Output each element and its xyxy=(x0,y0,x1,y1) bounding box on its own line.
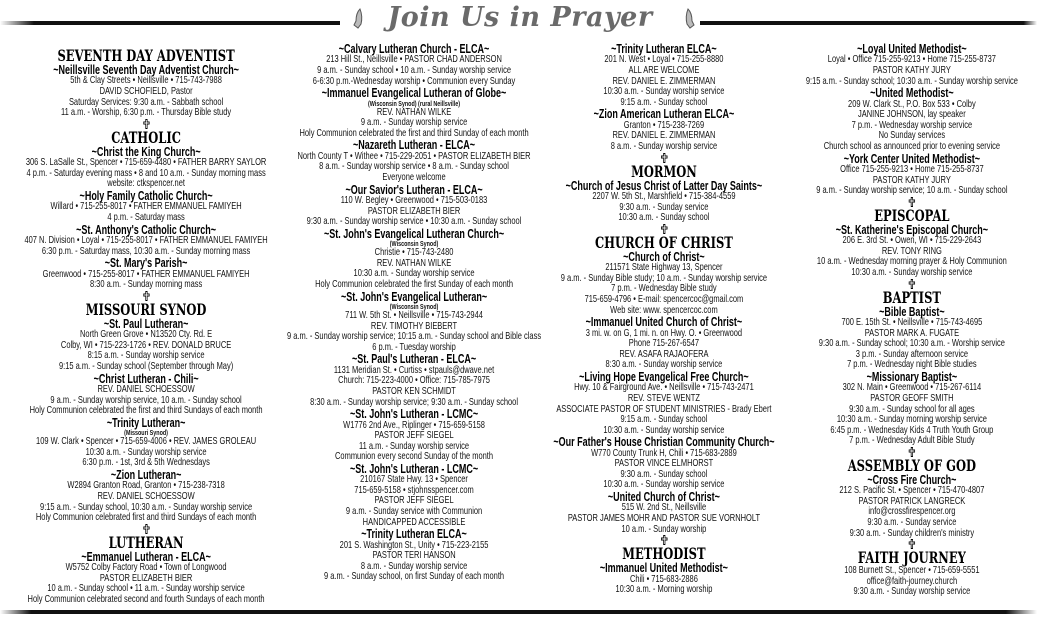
listing-line: 9 a.m. - Sunday worship service xyxy=(360,117,468,129)
listing-line: 10:30 a.m. - Sunday worship service xyxy=(603,86,725,98)
listing-line: 2207 W. 5th St., Marshfield • 715-384-4559 xyxy=(592,190,736,202)
listing-line: Granton • 715-238-7269 xyxy=(623,119,705,131)
header-rule-right xyxy=(700,21,1037,25)
listing-line: 4 p.m. - Saturday mass xyxy=(107,211,185,223)
listing-line: Greenwood • 715-255-8017 • FATHER EMMANUEL FAMIYEH xyxy=(42,268,250,280)
listing-line: Chili • 715-683-2886 xyxy=(629,573,698,585)
listing-line: ALL ARE WELCOME xyxy=(628,65,700,76)
church-name: ~St. John's Evangelical Lutheran~ xyxy=(340,289,488,304)
listing-line: REV. NATHAN WILKE xyxy=(376,257,452,269)
church-name: ~St. Paul Lutheran~ xyxy=(103,316,189,331)
listing-line: PASTOR MARK A. FUGATE xyxy=(864,327,960,339)
church-name: ~Neillsville Seventh Day Adventist Church~ xyxy=(53,63,239,77)
listing-line: REV. DANIEL SCHOESSOW xyxy=(97,490,195,502)
listing-line: PASTOR TERI HANSON xyxy=(372,550,456,562)
listing-line: 10:30 a.m. - Morning worship xyxy=(615,584,713,596)
listing-line: HANDICAPPED ACCESSIBLE xyxy=(362,516,466,528)
denomination-heading: EPISCOPAL xyxy=(874,205,950,225)
listing-line: 8:15 a.m. - Sunday worship service xyxy=(87,350,205,362)
church-name: ~Christ Lutheran - Chili~ xyxy=(93,371,199,386)
listing-line: website: ctkspencer.net xyxy=(107,178,185,190)
church-name: ~Our Father's House Christian Community Church~ xyxy=(553,435,775,450)
listing-line: 109 W. Clark • Spencer • 715-659-4006 • REV. JAMES GROLEAU xyxy=(36,436,257,448)
page-title: Join Us in Prayer xyxy=(387,2,653,33)
church-name: ~St. Mary's Parish~ xyxy=(104,256,188,271)
church-name: ~Nazareth Lutheran - ELCA~ xyxy=(353,138,476,153)
church-name: ~Church of Christ~ xyxy=(623,249,705,264)
church-name: ~Church of Jesus Christ of Latter Day Saints~ xyxy=(565,178,763,193)
praying-hands-icon xyxy=(352,7,368,29)
listing-line: 8 a.m. - Sunday worship service • 8 a.m. - Sunday school xyxy=(319,161,509,173)
listing-line: Phone 715-267-6547 xyxy=(628,338,700,350)
directory-column-3 xyxy=(548,43,780,596)
listing-line: 9:30 a.m. - Sunday children's ministry xyxy=(849,527,975,539)
listing-line: 209 W. Clark St., P.O. Box 533 • Colby xyxy=(848,98,976,110)
church-name: ~Emmanuel Lutheran - ELCA~ xyxy=(81,549,211,564)
listing-line: 515 W. 2nd St., Neillsville xyxy=(621,502,707,514)
listing-line: REV. TONY RING xyxy=(881,245,942,257)
listing-line: 8 a.m. - Sunday worship service xyxy=(360,560,468,572)
listing-line: 1131 Meridian St. • Curtiss • stpauls@dwave.net xyxy=(333,364,495,376)
listing-line: 6:30 p.m. - 1st, 3rd & 5th Wednesdays xyxy=(82,457,210,469)
listing-line: 10:30 a.m. - Sunday worship service xyxy=(603,479,725,491)
listing-line: 715-659-4796 • E-mail: spencercoc@gmail.com xyxy=(584,293,744,305)
listing-line: 10:30 a.m. - Sunday worship service xyxy=(603,424,725,436)
listing-line: W1776 2nd Ave., Riplinger • 715-659-5158 xyxy=(343,419,485,431)
listing-line: Church: 715-223-4000 • Office: 715-785-7975 xyxy=(338,375,490,387)
church-name: ~Missionary Baptist~ xyxy=(866,369,958,384)
listing-line: 407 N. Division • Loyal • 715-255-8017 • FATHER EMMANUEL FAMIYEH xyxy=(24,234,268,246)
listing-line: 9:30 a.m. - Sunday school; 10:30 a.m. - Worship service xyxy=(818,338,1005,350)
listing-line: 10:30 a.m. - Sunday worship service xyxy=(851,266,973,278)
church-name: ~Loyal United Methodist~ xyxy=(857,42,967,56)
church-name: ~Immanuel United Church of Christ~ xyxy=(585,315,743,330)
directory-column-1 xyxy=(10,47,282,605)
listing-line: 7 p.m. - Wednesday worship service xyxy=(851,119,973,131)
listing-line: PASTOR KATHY JURY xyxy=(872,174,951,186)
listing-line: REV. DANIEL E. ZIMMERMAN xyxy=(612,75,716,87)
listing-line: 9:30 a.m. - Sunday school for all ages xyxy=(849,403,975,415)
church-name: ~St. John's Lutheran - LCMC~ xyxy=(349,407,479,422)
listing-line: 10 a.m. - Wednesday morning prayer & Holy Communion xyxy=(816,256,1007,268)
church-name: ~Trinity Lutheran ELCA~ xyxy=(361,527,467,542)
listing-line: ASSOCIATE PASTOR OF STUDENT MINISTRIES - Brady Ebert xyxy=(556,403,772,415)
listing-line: 9:30 a.m. - Sunday service xyxy=(619,201,709,213)
listing-line: 7 p.m. - Wednesday Bible study xyxy=(611,283,717,295)
church-name: ~Zion American Lutheran ELCA~ xyxy=(593,107,735,122)
denomination-heading: BAPTIST xyxy=(882,287,941,307)
listing-line: 10:30 a.m. - Sunday morning worship service xyxy=(836,414,987,426)
listing-line: REV. TIMOTHY BIEBERT xyxy=(370,320,458,332)
listing-line: 7 p.m. - Wednesday Adult Bible Study xyxy=(849,435,975,447)
listing-line: 11 a.m. - Worship, 6:30 p.m. - Thursday Bible study xyxy=(61,107,232,119)
listing-line: 206 E. 3rd St. • Owen, WI • 715-229-2643 xyxy=(842,235,982,247)
listing-line: Hwy. 10 & Fairground Ave. • Neillsville • 715-743-2471 xyxy=(574,382,754,394)
listing-line: 9 a.m. - Sunday worship service, 10 a.m. - Sunday school xyxy=(50,394,242,406)
listing-line: 9 a.m. - Sunday worship service; 10 a.m. - Sunday school xyxy=(816,185,1008,197)
listing-line: PASTOR GEOFF SMITH xyxy=(870,392,954,404)
listing-line: Saturday Services: 9:30 a.m. - Sabbath school xyxy=(68,96,224,108)
listing-line: 306 S. LaSalle St., Spencer • 715-659-4480 • FATHER BARRY SAYLOR xyxy=(25,157,267,169)
denomination-heading: MORMON xyxy=(631,161,697,181)
listing-line: 213 Hill St., Neillsville • PASTOR CHAD ANDERSON xyxy=(326,54,502,66)
listing-line: 201 N. West • Loyal • 715-255-8880 xyxy=(604,54,724,66)
listing-line: 4 p.m. - Saturday evening mass • 8 and 10 a.m. - Sunday morning mass xyxy=(26,167,266,179)
listing-line: REV. STEVE WENTZ xyxy=(627,392,700,404)
listing-line: North Green Grove • N13520 Cty. Rd. E xyxy=(79,329,213,341)
listing-line: 302 N. Main • Greenwood • 715-267-6114 xyxy=(842,382,982,394)
listing-line: REV. NATHAN WILKE xyxy=(376,106,452,118)
denomination-heading: CHURCH OF CHRIST xyxy=(594,232,733,252)
listing-line: Colby, WI • 715-223-1726 • REV. DONALD BRUCE xyxy=(60,339,232,351)
listing-line: Loyal • Office 715-255-9213 • Home 715-255-8737 xyxy=(827,54,996,66)
listing-line: Christie • 715-743-2480 xyxy=(374,247,454,259)
listing-line: PASTOR ELIZABETH BIER xyxy=(99,572,193,584)
listing-line: 8 a.m. - Sunday worship service xyxy=(610,140,718,152)
listing-line: Holy Communion celebrated the first and third Sundays of each month xyxy=(29,405,263,417)
church-name: ~York Center United Methodist~ xyxy=(843,151,981,166)
praying-hands-icon xyxy=(680,7,696,29)
listing-line: 10 a.m. - Sunday worship xyxy=(621,523,707,535)
listing-line: 711 W. 5th St. • Neillsville • 715-743-2944 xyxy=(345,309,483,321)
listing-line: 9:30 a.m. - Sunday service xyxy=(867,517,957,529)
directory-column-4 xyxy=(792,43,1032,598)
listing-line: 212 S. Pacific St. • Spencer • 715-470-4807 xyxy=(839,485,985,497)
listing-line: Web site: www. spencercoc.com xyxy=(610,304,718,316)
listing-line: 10 a.m. - Sunday school • 11 a.m. - Sunday worship service xyxy=(47,583,245,595)
listing-line: 9:30 a.m. - Sunday school xyxy=(620,468,708,480)
listing-line: 8:30 a.m. - Sunday morning mass xyxy=(89,279,203,291)
listing-line: 9 a.m. - Sunday worship service; 10:15 a.m. - Sunday school and Bible class xyxy=(286,331,542,343)
listing-line: 9 a.m. - Sunday school, on first Sunday of each month xyxy=(324,571,505,583)
listing-line: 9 a.m. - Sunday service with Communion xyxy=(345,506,483,518)
listing-line: Everyone welcome xyxy=(382,171,446,183)
denomination-heading: SEVENTH DAY ADVENTIST xyxy=(57,46,235,65)
listing-line: REV. ASAFA RAJAOFERA xyxy=(619,348,709,360)
listing-line: Holy Communion celebrated second and fourth Sundays of each month xyxy=(27,593,265,605)
listing-line: 700 E. 15th St. • Neillsville • 715-743-4695 xyxy=(841,316,983,328)
listing-line: Holy Communion celebrated the first and third Sunday of each month xyxy=(299,127,529,139)
listing-line: PASTOR ELIZABETH BIER xyxy=(367,205,461,217)
listing-line: 201 S. Washington St., Unity • 715-223-2155 xyxy=(339,539,489,551)
listing-line: 9:15 a.m. - Sunday school xyxy=(620,414,708,426)
listing-line: 10:30 a.m. - Sunday worship service xyxy=(353,268,475,280)
church-name: ~St. John's Lutheran - LCMC~ xyxy=(349,461,479,476)
church-name: ~United Methodist~ xyxy=(870,86,954,101)
listing-line: 9 a.m. - Sunday school • 10 a.m. - Sunday worship service xyxy=(317,65,511,76)
listing-line: Holy Communion celebrated the first Sunday of each month xyxy=(315,278,514,290)
listing-line: info@crossfirespencer.org xyxy=(868,506,956,518)
listing-line: 7 p.m. - Wednesday night Bible studies xyxy=(847,359,977,371)
church-name: ~Cross Fire Church~ xyxy=(867,472,957,487)
listing-line: 9:15 a.m. - Sunday school, 10:30 a.m. - Sunday worship service xyxy=(40,501,253,513)
listing-line: 6 p.m. - Tuesday worship xyxy=(372,341,456,353)
listing-line: W2894 Granton Road, Granton • 715-238-7318 xyxy=(67,480,225,492)
listing-line: No Sunday services xyxy=(878,130,946,142)
listing-line: 715-659-5158 • stjohnsspencer.com xyxy=(354,484,474,496)
listing-line: Willard • 715-255-8017 • FATHER EMMANUEL FAMIYEH xyxy=(50,201,242,213)
church-name: ~St. John's Evangelical Lutheran Church~ xyxy=(323,226,505,241)
listing-line: Holy Communion celebrated first and third Sundays of each month xyxy=(35,512,257,524)
listing-line: 9:15 a.m. - Sunday school; 10:30 a.m. - Sunday worship service xyxy=(805,75,1018,87)
listing-line: 11 a.m. - Sunday worship service xyxy=(359,440,470,452)
footer-rule xyxy=(0,610,1037,614)
listing-line: 9:15 a.m. - Sunday school xyxy=(620,96,708,108)
synod-note: (Wisconsin Synod) (rural Neillsville) xyxy=(368,98,461,108)
listing-line: PASTOR KEN SCHMIDT xyxy=(372,385,456,397)
listing-line: 110 W. Begley • Greenwood • 715-503-0183 xyxy=(340,194,488,206)
listing-line: PASTOR VINCE ELMHORST xyxy=(614,458,714,470)
listing-line: REV. DANIEL E. ZIMMERMAN xyxy=(612,130,716,142)
listing-line: DAVID SCHOFIELD, Pastor xyxy=(99,86,193,97)
listing-line: 9:30 a.m. - Sunday worship service • 10:30 a.m. - Sunday school xyxy=(306,216,522,228)
listing-line: JANINE JOHNSON, lay speaker xyxy=(858,109,966,121)
denomination-heading: CATHOLIC xyxy=(111,127,181,147)
header-rule-left xyxy=(0,21,340,25)
listing-line: 8:30 a.m. - Sunday worship service xyxy=(605,359,723,371)
listing-line: 9:15 a.m. - Sunday school (September through May) xyxy=(58,360,234,372)
listing-line: office@faith-journey.church xyxy=(866,575,958,587)
listing-line: Communion every second Sunday of the month xyxy=(335,451,494,463)
listing-line: 6-6:30 p.m.-Wednesday worship • Communion every Sunday xyxy=(312,75,516,87)
listing-line: W5752 Colby Factory Road • Town of Longwood xyxy=(65,562,227,574)
synod-note: (Missouri Synod) xyxy=(124,428,168,438)
listing-line: PASTOR KATHY JURY xyxy=(872,65,951,76)
church-name: ~Trinity Lutheran~ xyxy=(106,415,186,430)
church-name: ~St. Katherine's Episcopal Church~ xyxy=(835,222,988,237)
listing-line: 8:30 a.m. - Sunday worship service; 9:30 a.m. - Sunday school xyxy=(310,396,519,408)
church-name: ~Zion Lutheran~ xyxy=(110,467,182,482)
synod-note: (Wisconsin Synod) xyxy=(389,301,439,311)
listing-line: 108 Burnett St., Spencer • 715-659-5551 xyxy=(844,565,980,577)
listing-line: Church school as announced prior to evening service xyxy=(823,140,1001,152)
church-name: ~Holy Family Catholic Church~ xyxy=(79,188,213,203)
denomination-heading: FAITH JOURNEY xyxy=(857,548,966,568)
church-name: ~St. Anthony's Catholic Church~ xyxy=(76,222,216,237)
denomination-heading: ASSEMBLY OF GOD xyxy=(847,455,977,475)
church-name: ~Calvary Lutheran Church - ELCA~ xyxy=(338,42,490,56)
listing-line: W770 County Trunk H, Chili • 715-683-2889 xyxy=(591,447,737,459)
synod-note: (Wisconsin Synod) xyxy=(389,239,439,249)
listing-line: Office 715-255-9213 • Home 715-255-8737 xyxy=(840,163,984,175)
listing-line: 9:30 a.m. - Sunday worship service xyxy=(853,586,971,598)
church-name: ~St. Paul's Lutheran - ELCA~ xyxy=(351,352,477,367)
listing-line: North County T • Withee • 715-229-2051 • PASTOR ELIZABETH BIER xyxy=(297,150,531,162)
listing-line: PASTOR PATRICK LANGRECK xyxy=(858,495,966,507)
listing-line: 6:30 p.m. - Saturday mass, 10:30 a.m. - Sunday morning mass xyxy=(41,245,251,257)
listing-line: PASTOR JEFF SIEGEL xyxy=(374,495,454,507)
listing-line: REV. DANIEL SCHOESSOW xyxy=(97,383,195,395)
listing-line: 6:45 p.m. - Wednesday Kids 4 Truth Youth Group xyxy=(830,424,994,436)
church-name: ~Trinity Lutheran ELCA~ xyxy=(611,42,717,56)
listing-line: 3 p.m. - Sunday afternoon service xyxy=(855,348,969,360)
listing-line: 211571 State Highway 13, Spencer xyxy=(605,262,723,274)
listing-line: PASTOR JAMES MOHR AND PASTOR SUE VORNHOLT xyxy=(567,513,761,525)
denomination-heading: METHODIST xyxy=(622,544,706,564)
directory-column-2 xyxy=(283,43,545,583)
church-name: ~Immanuel Evangelical Lutheran of Globe~ xyxy=(321,86,507,101)
listing-line: 5th & Clay Streets • Neillsville • 715-743-7988 xyxy=(70,75,222,87)
listing-line: 10:30 a.m. - Sunday worship service xyxy=(85,446,207,458)
church-name: ~Christ the King Church~ xyxy=(91,144,201,159)
listing-line: 3 mi. w. on G, 1 mi. n. on Hwy. O. • Greenwood xyxy=(585,327,743,339)
church-name: ~Living Hope Evangelical Free Church~ xyxy=(579,369,749,384)
listing-line: 9 a.m. - Sunday Bible study; 10 a.m. - Sunday worship service xyxy=(560,272,768,284)
church-name: ~United Church of Christ~ xyxy=(607,490,720,505)
church-name: ~Bible Baptist~ xyxy=(879,304,945,319)
denomination-heading: LUTHERAN xyxy=(108,532,184,552)
denomination-heading: MISSOURI SYNOD xyxy=(85,299,207,319)
listing-line: 10:30 a.m. - Sunday school xyxy=(618,212,710,224)
listing-line: PASTOR JEFF SIEGEL xyxy=(374,430,454,442)
listing-line: 210167 State Hwy. 13 • Spencer xyxy=(360,474,468,486)
church-name: ~Immanuel United Methodist~ xyxy=(599,561,728,576)
church-name: ~Our Savior's Lutheran - ELCA~ xyxy=(345,182,483,197)
